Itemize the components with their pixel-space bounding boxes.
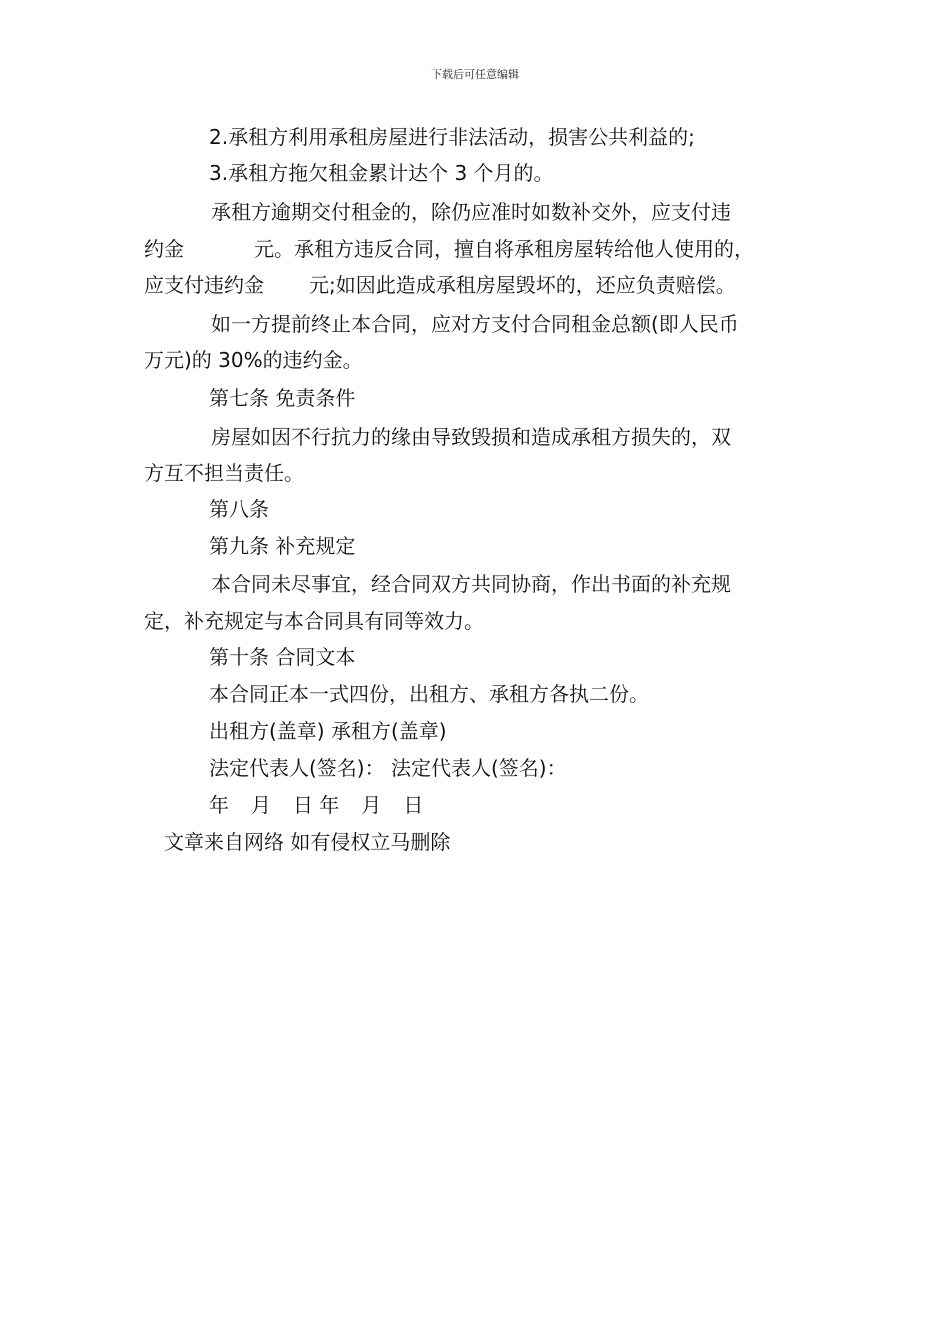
footer-disclaimer: 文章来自网络 如有侵权立马删除 bbox=[164, 830, 451, 854]
paragraph-supplementary: 本合同未尽事宜，经合同双方共同协商，作出书面的补充规 bbox=[211, 572, 731, 596]
text-fragment: 约金 bbox=[144, 237, 184, 261]
signature-date-line bbox=[209, 793, 423, 817]
paragraph-late-payment-cont1 bbox=[144, 237, 754, 261]
date-day: 日 bbox=[293, 793, 313, 817]
paragraph-late-payment: 承租方逾期交付租金的，除仍应准时如数补交外，应支付违 bbox=[211, 200, 731, 224]
text-fragment: 元;如因此造成承租房屋毁坏的，还应负责赔偿。 bbox=[309, 273, 736, 297]
article-9-heading: 第九条 补充规定 bbox=[209, 534, 356, 558]
clause-line-3: 3.承租方拖欠租金累计达个 3 个月的。 bbox=[209, 161, 554, 185]
date-year: 年 bbox=[209, 793, 229, 817]
paragraph-copies: 本合同正本一式四份，出租方、承租方各执二份。 bbox=[209, 682, 649, 706]
signature-representatives: 法定代表人(签名)： 法定代表人(签名)： bbox=[209, 756, 567, 780]
paragraph-early-termination-cont: 万元)的 30%的违约金。 bbox=[144, 348, 363, 372]
article-10-heading: 第十条 合同文本 bbox=[209, 645, 356, 669]
date-month: 月 bbox=[251, 793, 271, 817]
text-fragment: 应支付违约金 bbox=[144, 273, 264, 297]
text-fragment: 元。承租方违反合同，擅自将承租房屋转给他人使用的， bbox=[254, 237, 754, 261]
paragraph-force-majeure-cont: 方互不担当责任。 bbox=[144, 461, 304, 485]
date-day: 日 bbox=[403, 793, 424, 817]
paragraph-force-majeure: 房屋如因不行抗力的缘由导致毁损和造成承租方损失的，双 bbox=[211, 425, 731, 449]
signature-seals: 出租方(盖章) 承租方(盖章) bbox=[209, 719, 447, 743]
clause-line-2: 2.承租方利用承租房屋进行非法活动，损害公共利益的; bbox=[209, 125, 695, 149]
paragraph-late-payment-cont2 bbox=[144, 273, 736, 297]
date-month: 月 bbox=[361, 793, 382, 817]
paragraph-supplementary-cont: 定，补充规定与本合同具有同等效力。 bbox=[144, 609, 484, 633]
paragraph-early-termination: 如一方提前终止本合同，应对方支付合同租金总额(即人民币 bbox=[211, 312, 739, 336]
date-year: 年 bbox=[319, 793, 340, 817]
article-8-heading: 第八条 bbox=[209, 497, 269, 521]
article-7-heading: 第七条 免责条件 bbox=[209, 386, 356, 410]
page-header-note: 下载后可任意编辑 bbox=[431, 68, 519, 81]
